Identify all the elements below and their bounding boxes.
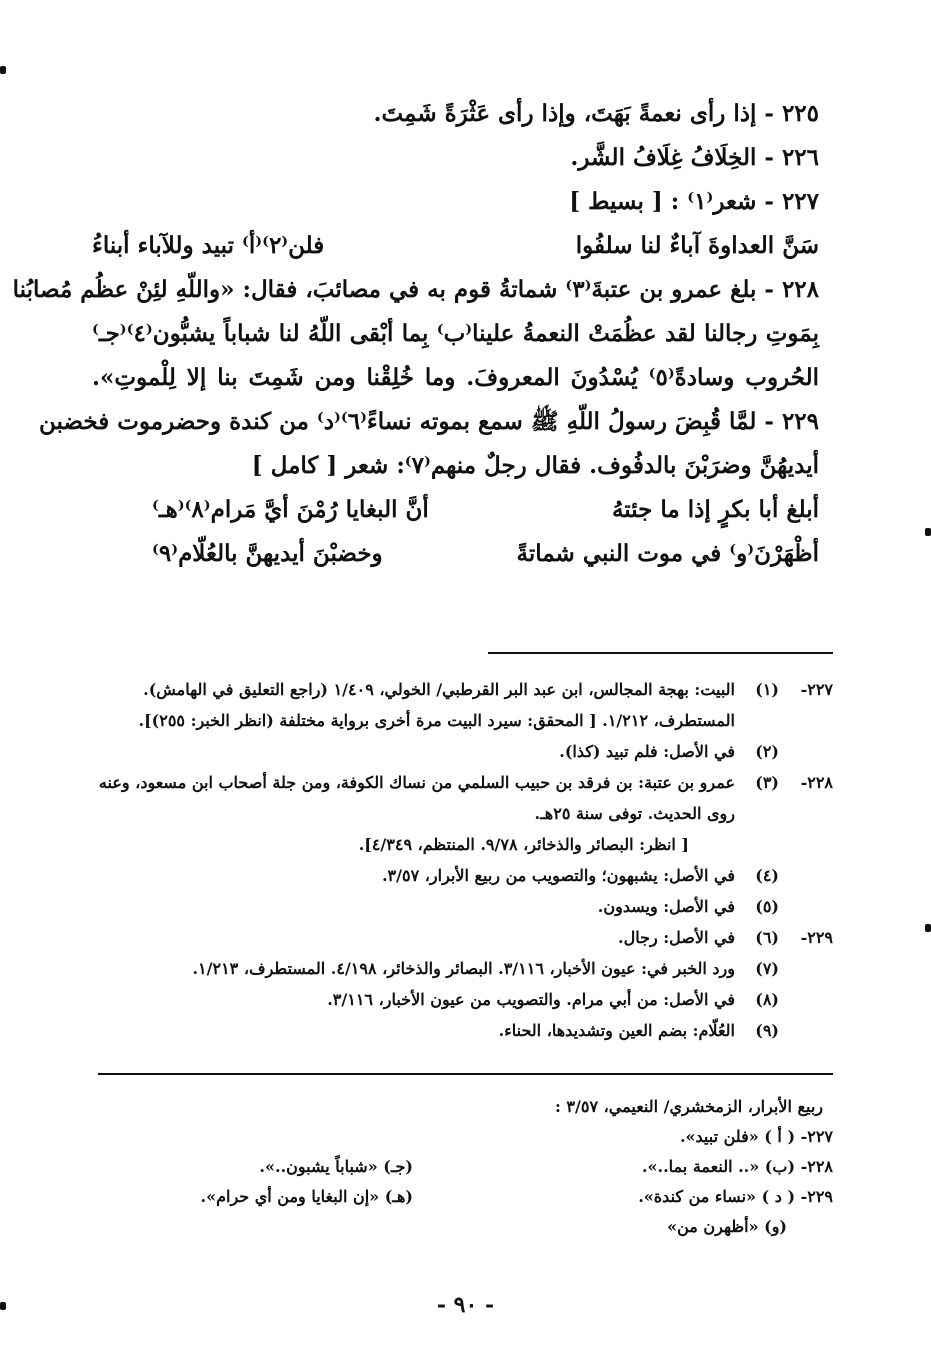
- footnote-group: [779, 891, 833, 922]
- footnote-228-5: [98, 891, 833, 922]
- footnote-separator: [488, 652, 833, 654]
- footnote-text: في الأصل: رجال.: [618, 928, 735, 947]
- scan-mark: [0, 1302, 6, 1310]
- footnote-text: في الأصل: فلم تبيد (كذا).: [559, 742, 735, 761]
- entry-229-line-1: ٢٢٩ - لمَّا قُبِضَ رسولُ اللّهِ ﷺ سمع بموته نساءً⁽٦⁾⁽د⁾ من كندة وحضرموت فخضبن: [39, 408, 819, 435]
- verse-3-second-hemistich: وخضبْنَ أيديهنَّ بالعُلّام⁽٩⁾: [152, 540, 383, 567]
- scan-mark: [0, 66, 6, 74]
- footnote-mark: (٦): [755, 928, 779, 947]
- entry-225: ٢٢٥ - إذا رأى نعمةً بَهَتَ، وإذا رأى عَثْرَةً شَمِتَ.: [373, 100, 819, 127]
- entry-226: ٢٢٦ - الخِلَافُ غِلَافُ الشَّر.: [570, 144, 819, 171]
- footnote-group: [779, 953, 833, 984]
- footnote-group: [779, 736, 833, 767]
- variant-reading: [98, 1122, 413, 1152]
- footnote-group: [779, 860, 833, 891]
- footnote-229-7: [98, 953, 833, 984]
- verse-3: [92, 532, 819, 576]
- page-number: - ٩٠ -: [436, 1292, 495, 1318]
- footnote-mark: (٩): [755, 1021, 779, 1040]
- footnote-mark: (٥): [755, 897, 779, 916]
- variant-row: [98, 1212, 833, 1242]
- main-text: [12, 92, 820, 576]
- footnote-228-4: [98, 860, 833, 891]
- variant-reading: (جـ) «شباباً يشبون..».: [259, 1157, 413, 1176]
- variant-reading: ٢٢٧- ( أ ) «فلن تبيد».: [679, 1127, 833, 1146]
- scan-mark: [925, 528, 931, 536]
- footnotes: [98, 674, 833, 1046]
- variant-reading: (و) «أظهرن من»: [667, 1217, 787, 1236]
- footnote-228-3: [98, 767, 833, 798]
- variant-reading: ٢٢٩- ( د ) «نساء من كندة».: [638, 1187, 833, 1206]
- footnote-mark: (١): [755, 680, 779, 699]
- entry-228-line-3: الحُروب وسادةً⁽٥⁾ يُسْدُونَ المعروفَ. وما خُلِقْنا ومن شَمِتَ بنا إلا لِلْموتِ».: [92, 364, 820, 391]
- verse-2-second-hemistich: أنَّ البغايا رُمْنَ أيَّ مَرام⁽٨⁾⁽هـ⁾: [152, 496, 429, 523]
- variant-reading: ٢٢٨- (ب) «.. النعمة بما..».: [641, 1157, 833, 1176]
- footnote-group: [779, 1015, 833, 1046]
- footnote-mark: (٨): [755, 990, 779, 1009]
- footnote-mark: (٣): [755, 773, 779, 792]
- footnote-text: العُلّام: بضم العين وتشديدها، الحناء.: [498, 1021, 735, 1040]
- footnote-text: في الأصل: يشبهون؛ والتصويب من ربيع الأبرار، ٣/٥٧.: [381, 866, 735, 885]
- entry-228-line-2: بِمَوتِ رجالنا لقد عظُمَتْ النعمةُ علينا⁽ب⁾ بِما أبْقى اللّهُ لنا شباباً يشبُّون⁽٤⁾⁽جـ⁾: [92, 320, 819, 347]
- entry-227: ٢٢٧ - شعر⁽١⁾ : [ بسيط ]: [569, 188, 819, 215]
- footnote-227-2: [98, 736, 833, 767]
- footnote-mark: (٤): [755, 866, 779, 885]
- variant-row: [98, 1122, 833, 1152]
- verse-1-second-hemistich: فلن⁽٢⁾⁽أ⁾ تبيد وللآباء أبناءُ: [92, 232, 325, 259]
- footnote-mark: (٧): [755, 959, 779, 978]
- footnote-227-1: [98, 674, 833, 705]
- footnote-continuation: المستطرف، ١/٢١٢. [ المحقق: سيرد البيت مرة أخرى برواية مختلفة (انظر الخبر: ٢٥٥)].: [138, 711, 735, 730]
- entry-228-line-1: ٢٢٨ - بلغ عمرو بن عتبةَ⁽٣⁾ شماتةُ قوم به في مصائبَ، فقال: «واللّهِ لئِنْ عظُم مُصابُنا: [12, 276, 819, 303]
- verse-2-first-hemistich: أبلغ أبا بكرٍ إذا ما جئتهُ: [611, 496, 819, 523]
- footnote-group: [779, 984, 833, 1015]
- footnote-group: ٢٢٨-: [800, 773, 833, 792]
- verse-2: [92, 488, 819, 532]
- footnote-text: في الأصل: ويسدون.: [597, 897, 735, 916]
- footnote-229-8: [98, 984, 833, 1015]
- verse-1-first-hemistich: سَنَّ العداوةَ آباءٌ لنا سلفُوا: [575, 232, 819, 259]
- verse-3-first-hemistich: أظْهَرْنَ⁽و⁾ في موت النبي شماتةً: [516, 540, 819, 567]
- footnote-229-9: [98, 1015, 833, 1046]
- footnote-text: ورد الخبر في: عيون الأخبار، ٣/١١٦. البصائر والذخائر، ٤/١٩٨. المستطرف، ١/٢١٣.: [192, 959, 735, 978]
- scan-mark: [925, 924, 931, 932]
- footnote-continuation: [ انظر: البصائر والذخائر، ٩/٧٨. المنتظم، ٤/٣٤٩].: [358, 835, 689, 854]
- verse-1: [92, 224, 819, 268]
- variant-readings: [98, 1092, 833, 1242]
- footnote-229-6: [98, 922, 833, 953]
- footnote-continuation: روى الحديث. توفى سنة ٢٥هـ.: [534, 804, 735, 823]
- variant-reading: [98, 1212, 367, 1242]
- variant-row: [98, 1182, 833, 1212]
- variant-row: [98, 1152, 833, 1182]
- footnote-text: عمرو بن عتبة: بن فرقد بن حبيب السلمي من نساك الكوفة، ومن جلة أصحاب ابن مسعود، وعنه: [98, 773, 735, 792]
- footnote-mark: (٢): [755, 742, 779, 761]
- variant-reading: (هـ) «إن البغايا ومن أي حرام».: [200, 1187, 413, 1206]
- footnote-text: في الأصل: من أبي مرام. والتصويب من عيون الأخبار، ٣/١١٦.: [327, 990, 735, 1009]
- appendix-separator: [98, 1073, 833, 1075]
- entry-229-line-2: أيديهُنَّ وضرَبْنَ بالدفُوف. فقال رجلٌ منهم⁽٧⁾: شعر [ كامل ]: [251, 452, 819, 479]
- footnote-text: البيت: بهجة المجالس، ابن عبد البر القرطبي/ الخولي، ١/٤٠٩ (راجع التعليق في الهامش).: [143, 680, 735, 699]
- footnote-group: ٢٢٩-: [800, 928, 833, 947]
- footnote-group: ٢٢٧-: [800, 680, 833, 699]
- variant-source-title: ربيع الأبرار، الزمخشري/ النعيمي، ٣/٥٧ :: [554, 1097, 823, 1116]
